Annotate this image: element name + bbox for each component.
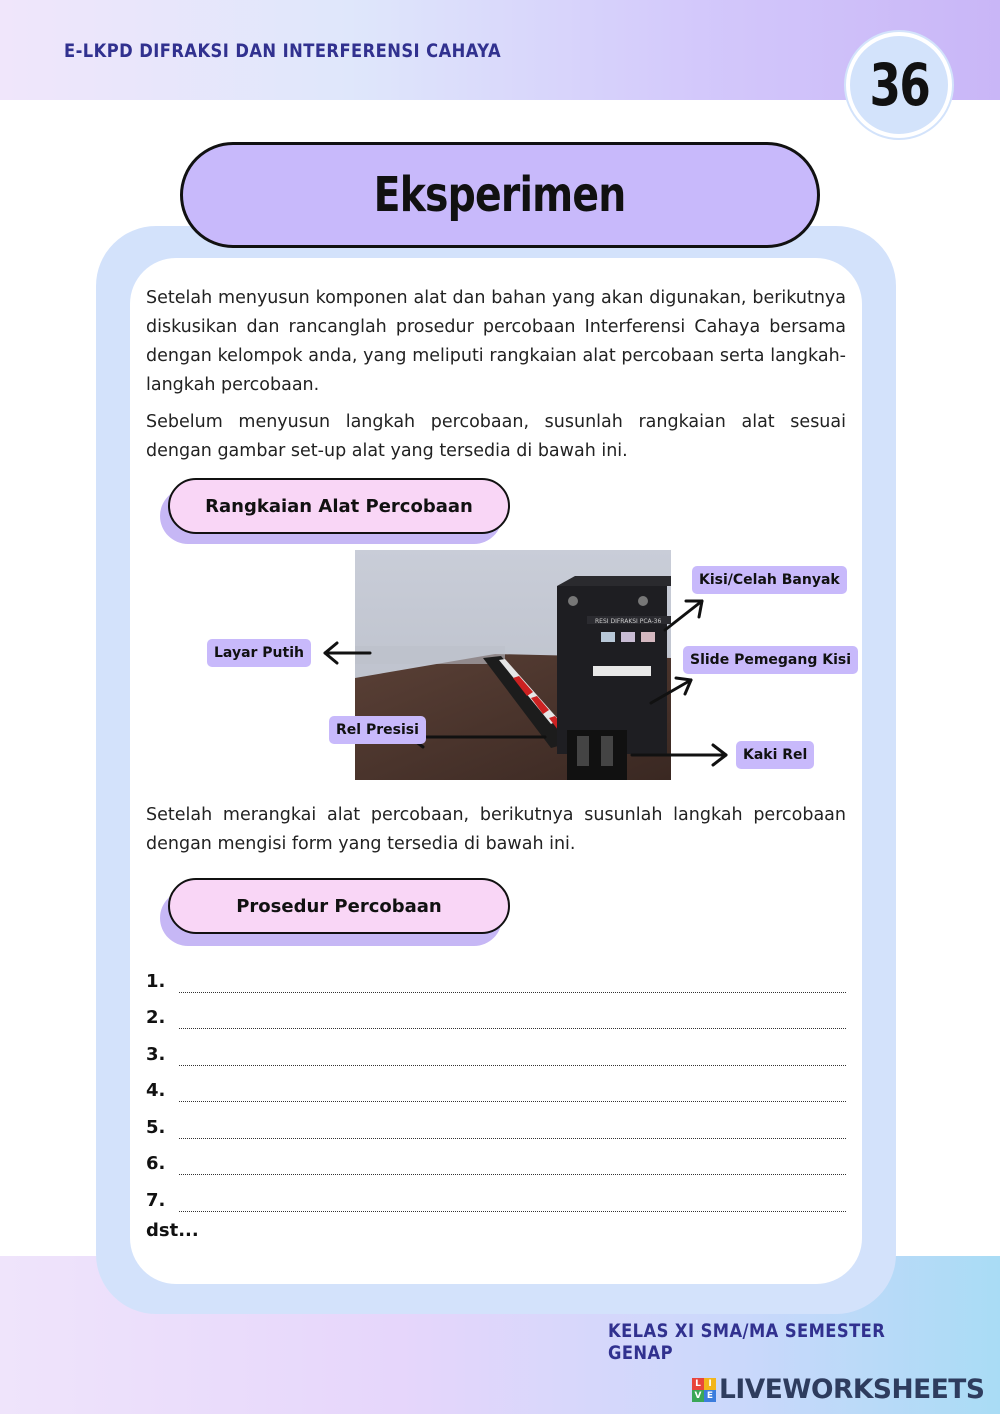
step-row bbox=[146, 1036, 846, 1073]
label-slide: Slide Pemegang Kisi bbox=[683, 646, 858, 674]
setup-photo-illustration bbox=[355, 550, 671, 780]
page-number: 36 bbox=[869, 51, 929, 119]
procedure-steps bbox=[146, 963, 846, 1219]
device-label-text: RESI DIFRAKSI PCA-36 bbox=[595, 618, 662, 625]
step-number: 7. bbox=[146, 1189, 166, 1211]
step-row bbox=[146, 1073, 846, 1110]
step-input-line[interactable] bbox=[179, 1124, 846, 1139]
intro-paragraph-1: Setelah menyusun komponen alat dan bahan yang akan digunakan, berikutnya diskusikan dan rancanglah prosedur percobaan Interferensi Cahaya bersama dengan kelompok anda, yang meliputi rangkaian alat percobaan serta langkah-langkah percobaan. bbox=[146, 288, 846, 395]
step-row bbox=[146, 1109, 846, 1146]
step-number: 3. bbox=[146, 1043, 166, 1065]
intro-paragraph-2: Sebelum menyusun langkah percobaan, susunlah rangkaian alat sesuai dengan gambar set-up alat yang tersedia di bawah ini. bbox=[146, 412, 846, 461]
brand-wordmark: LIVEWORKSHEETS bbox=[719, 1374, 985, 1405]
step-input-line[interactable] bbox=[179, 1160, 846, 1175]
step-number: 6. bbox=[146, 1153, 166, 1175]
step-row bbox=[146, 963, 846, 1000]
step-input-line[interactable] bbox=[179, 1051, 846, 1066]
label-kaki: Kaki Rel bbox=[736, 741, 814, 769]
step-number: 4. bbox=[146, 1080, 166, 1102]
page-title: Eksperimen bbox=[374, 167, 626, 223]
liveworksheets-brand[interactable] bbox=[692, 1374, 990, 1405]
subtitle-rangkaian: Rangkaian Alat Percobaan bbox=[168, 478, 510, 534]
step-input-line[interactable] bbox=[179, 978, 846, 993]
liveworksheets-logo-icon: L I V E bbox=[692, 1378, 716, 1402]
footer-class-text: KELAS XI SMA/MA SEMESTER GENAP bbox=[608, 1320, 886, 1364]
setup-photo bbox=[355, 550, 671, 780]
step-number: 5. bbox=[146, 1116, 166, 1138]
step-input-line[interactable] bbox=[179, 1197, 846, 1212]
page-number-badge bbox=[846, 32, 952, 138]
step-row bbox=[146, 1182, 846, 1219]
step-input-line[interactable] bbox=[179, 1014, 846, 1029]
step-number: 1. bbox=[146, 970, 166, 992]
section-title-pill bbox=[180, 142, 820, 248]
step-number: 2. bbox=[146, 1007, 166, 1029]
step-input-line[interactable] bbox=[179, 1087, 846, 1102]
worksheet-title: E-LKPD DIFRAKSI DAN INTERFERENSI CAHAYA bbox=[64, 40, 502, 62]
label-rel: Rel Presisi bbox=[329, 716, 426, 744]
subtitle-prosedur: Prosedur Percobaan bbox=[168, 878, 510, 934]
label-layar: Layar Putih bbox=[207, 639, 311, 667]
label-kisi: Kisi/Celah Banyak bbox=[692, 566, 847, 594]
steps-continuation: dst... bbox=[146, 1220, 199, 1241]
step-row bbox=[146, 1146, 846, 1183]
step-row bbox=[146, 1000, 846, 1037]
after-paragraph: Setelah merangkai alat percobaan, berikutnya susunlah langkah percobaan dengan mengisi form yang tersedia di bawah ini. bbox=[146, 805, 846, 854]
